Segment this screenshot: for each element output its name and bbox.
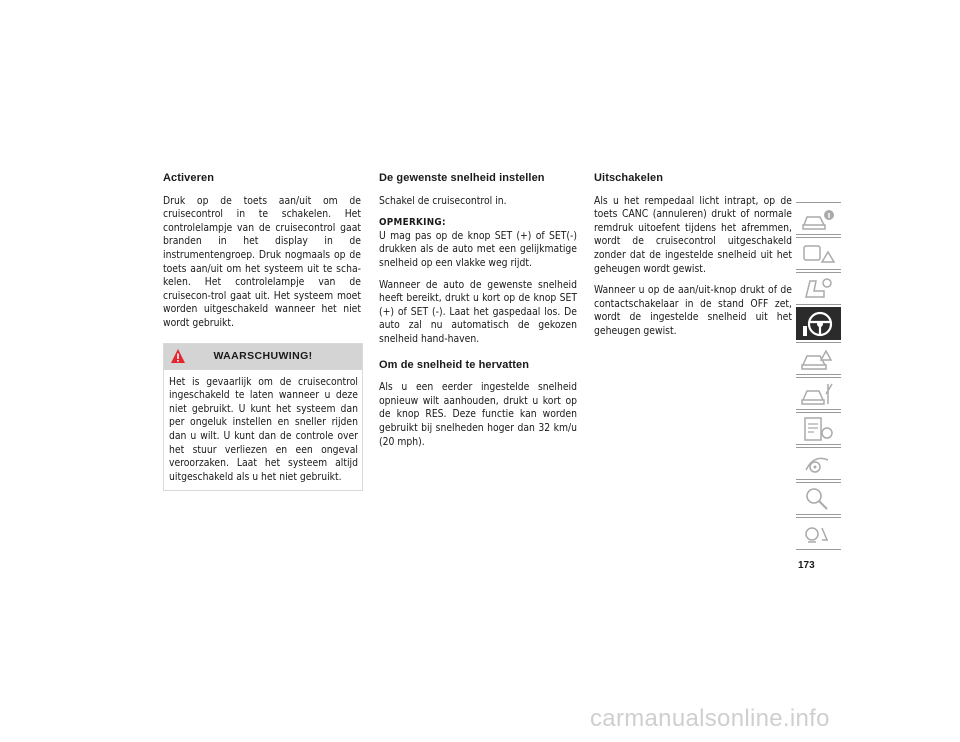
paragraph-disable-2: Wanneer u op de aan/uit-knop drukt of de contactschakelaar in de stand OFF zet, wordt de ingestelde snelheid uit het geheugen gewist. — [594, 284, 792, 337]
tab-language[interactable] — [796, 517, 841, 550]
tab-search[interactable] — [796, 482, 841, 515]
car-info-icon — [800, 205, 836, 233]
paragraph-enable: Schakel de cruisecontrol in. — [379, 194, 507, 207]
tab-service[interactable] — [796, 377, 841, 410]
note — [379, 216, 577, 270]
warning-box — [163, 343, 363, 492]
search-icon — [800, 485, 836, 513]
chapter-tabs — [796, 202, 841, 552]
paragraph-activate: Druk op de toets aan/uit om de cruisecontrol in te schakelen. Het controlelampje van de cruisecontrol gaat branden in het display in de instrumentengroep. Druk nogmaals op de toets aan/uit om het systeem uit te scha-kelen. Het controlelampje van de cruisecon-trol gaat uit. Het systeem moet worden uitgeschakeld wanneer het niet wordt gebruikt. — [163, 194, 361, 329]
service-tools-icon — [800, 380, 836, 408]
note-label: OPMERKING: — [379, 217, 446, 229]
watermark: carmanualsonline.info — [590, 705, 830, 732]
heading-disable: Uitschakelen — [594, 172, 664, 184]
emergency-car-icon — [800, 345, 836, 373]
language-index-icon — [800, 520, 836, 548]
column-set-speed — [379, 172, 577, 457]
tab-emergency[interactable] — [796, 342, 841, 375]
column-activate — [163, 172, 361, 491]
warning-light-icon — [800, 240, 836, 268]
seat-safety-icon — [800, 275, 836, 303]
tab-specifications[interactable] — [796, 412, 841, 445]
page-number: 173 — [798, 560, 815, 571]
tab-multimedia[interactable] — [796, 447, 841, 480]
multimedia-icon — [800, 450, 836, 478]
paragraph-resume: Als u een eerder ingestelde snelheid opnieuw wilt aanhouden, drukt u kort op de knop RES. Deze functie kan worden gebruikt bij snelheden hoger dan 32 km/u (20 mph). — [379, 381, 577, 448]
warning-text: Het is gevaarlijk om de cruisecontrol ingeschakeld te laten wanneer u deze niet gebruikt. U kunt het systeem dan per ongeluk instellen en sneller rijden dan u wilt. U kunt dan de controle over het stuur verliezen en een ongeval veroorzaken. Laat het systeem altijd uitgeschakeld als u het niet gebruikt. — [169, 375, 358, 483]
tab-car-info[interactable] — [796, 202, 841, 235]
warning-triangle-icon — [170, 348, 186, 364]
heading-activate: Activeren — [163, 172, 215, 184]
steering-wheel-icon — [800, 310, 836, 338]
column-disable — [594, 172, 792, 347]
specifications-icon — [800, 415, 836, 443]
paragraph-set: Wanneer de auto de gewenste snelheid heeft bereikt, drukt u kort op de knop SET (+) of SET (-). Laat het gaspedaal los. De auto zal nu automatisch de gekozen snelheid hand-haven. — [379, 278, 577, 345]
heading-set-speed: De gewenste snelheid instellen — [379, 172, 545, 184]
note-text: U mag pas op de knop SET (+) of SET(-) drukken als de auto met een gelijkmatige snelheid op een vlakke weg rijdt. — [379, 229, 577, 269]
tab-warning-lights[interactable] — [796, 237, 841, 270]
tab-driving[interactable] — [796, 307, 841, 340]
heading-resume: Om de snelheid te hervatten — [379, 358, 530, 371]
warning-title: WAARSCHUWING! — [213, 349, 313, 362]
warning-header — [164, 344, 362, 370]
tab-seat-safety[interactable] — [796, 272, 841, 305]
paragraph-disable-1: Als u het rempedaal licht intrapt, op de toets CANC (annuleren) drukt of normale remdruk uitoefent tijdens het afremmen, wordt de cruisecontrol uitgeschakeld zonder dat de ingestelde snelheid uit het geheugen wordt gewist. — [594, 194, 792, 275]
